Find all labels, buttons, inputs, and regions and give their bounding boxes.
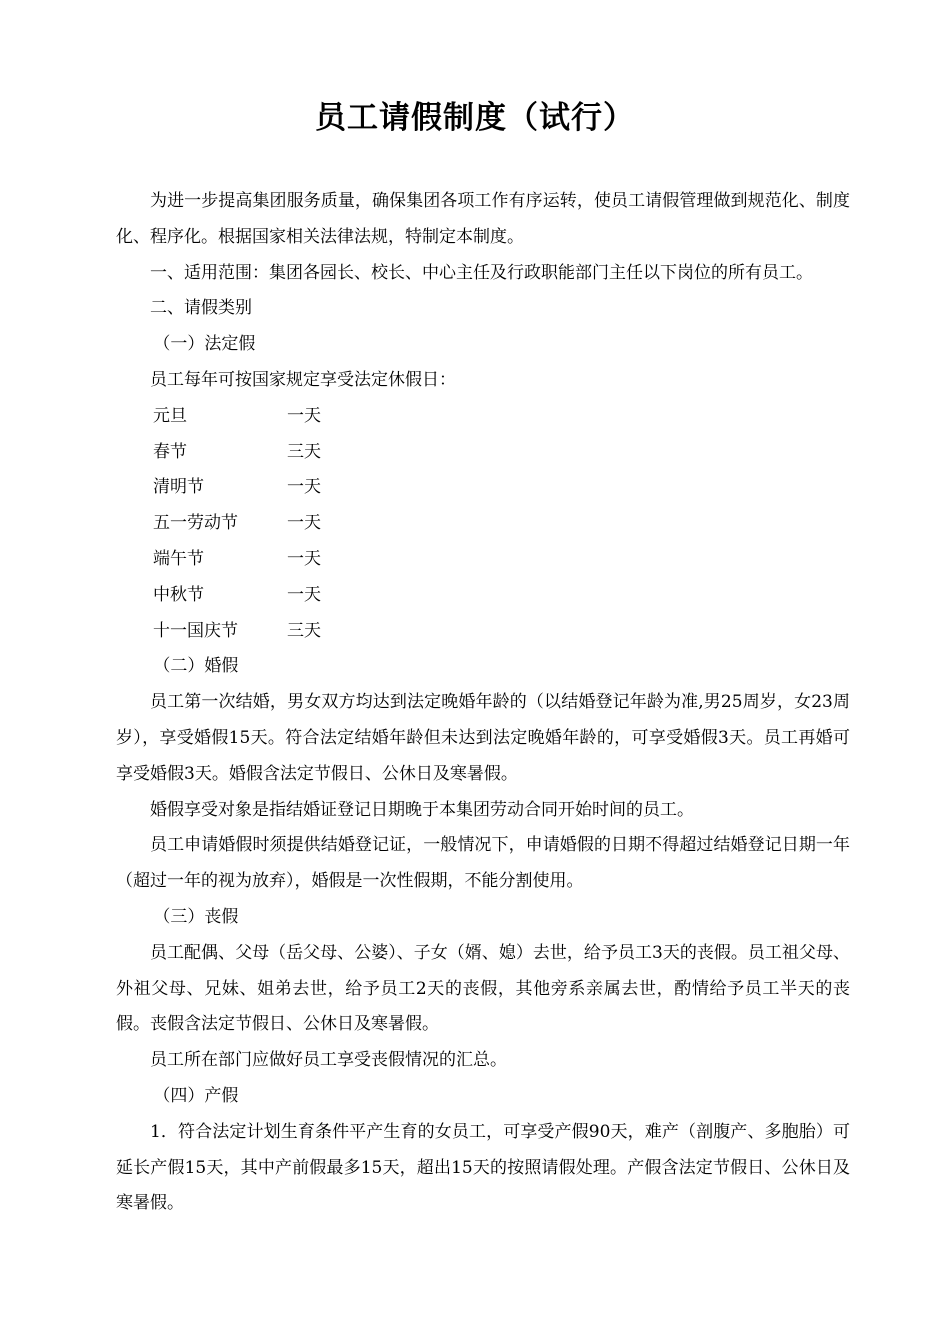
holiday-row [116,578,850,614]
legal-leave-lead: 员工每年可按国家规定享受法定休假日： [150,369,456,390]
marriage-paragraph-3: 员工申请婚假时须提供结婚登记证，一般情况下，申请婚假的日期不得超过结婚登记日期一年（超过一年的视为放弃），婚假是一次性假期，不能分割使用。 [116,835,850,892]
holiday-name: 中秋节 [153,584,204,605]
holiday-name: 元旦 [153,405,187,426]
marriage-paragraph-2: 婚假享受对象是指结婚证登记日期晚于本集团劳动合同开始时间的员工。 [150,799,694,820]
holiday-days: 一天 [287,405,321,426]
holiday-name: 春节 [153,441,187,462]
holiday-row [116,614,850,650]
holiday-row [116,435,850,471]
holiday-days: 一天 [287,548,321,569]
marriage-paragraph-1: 员工第一次结婚，男女双方均达到法定晚婚年龄的（以结婚登记年龄为准,男25周岁，女23周岁），享受婚假15天。符合法定结婚年龄但未达到法定晚婚年龄的，可享受婚假3天。员工再婚可享受婚假3天。婚假含法定节假日、公休日及寒暑假。 [116,692,850,784]
scope-paragraph: 一、适用范围：集团各园长、校长、中心主任及行政职能部门主任以下岗位的所有员工。 [150,262,813,283]
holiday-days: 一天 [287,477,321,498]
holiday-name: 端午节 [153,548,204,569]
holiday-name: 五一劳动节 [153,513,238,534]
holiday-name: 十一国庆节 [153,620,238,641]
document-body [116,184,850,1222]
marriage-leave-heading: （二）婚假 [153,656,239,677]
legal-leave-heading: （一）法定假 [153,334,256,355]
maternity-paragraph-1: 1．符合法定计划生育条件平产生育的女员工，可享受产假90天，难产（剖腹产、多胞胎）可延长产假15天，其中产前假最多15天，超出15天的按照请假处理。产假含法定节假日、公休日及寒暑假。 [116,1121,850,1214]
holiday-days: 一天 [287,513,321,534]
holiday-days: 三天 [287,620,321,641]
holiday-days: 三天 [287,441,321,462]
holiday-row [116,506,850,542]
holiday-row [116,399,850,435]
holiday-row [116,470,850,506]
holiday-days: 一天 [287,584,321,605]
maternity-leave-heading: （四）产假 [153,1085,239,1106]
bereavement-paragraph-1: 员工配偶、父母（岳父母、公婆）、子女（婿、媳）去世，给予员工3天的丧假。员工祖父母、外祖父母、兄妹、姐弟去世，给予员工2天的丧假，其他旁系亲属去世，酌情给予员工半天的丧假。丧假含法定节假日、公休日及寒暑假。 [116,942,850,1035]
intro-paragraph: 为进一步提高集团服务质量，确保集团各项工作有序运转，使员工请假管理做到规范化、制度化、程序化。根据国家相关法律法规，特制定本制度。 [116,191,850,247]
holiday-row [116,542,850,578]
bereavement-leave-heading: （三）丧假 [153,906,239,927]
document-title: 员工请假制度（试行） [315,100,635,136]
holiday-name: 清明节 [153,477,204,498]
categories-heading: 二、请假类别 [150,298,252,319]
bereavement-paragraph-2: 员工所在部门应做好员工享受丧假情况的汇总。 [150,1050,507,1071]
